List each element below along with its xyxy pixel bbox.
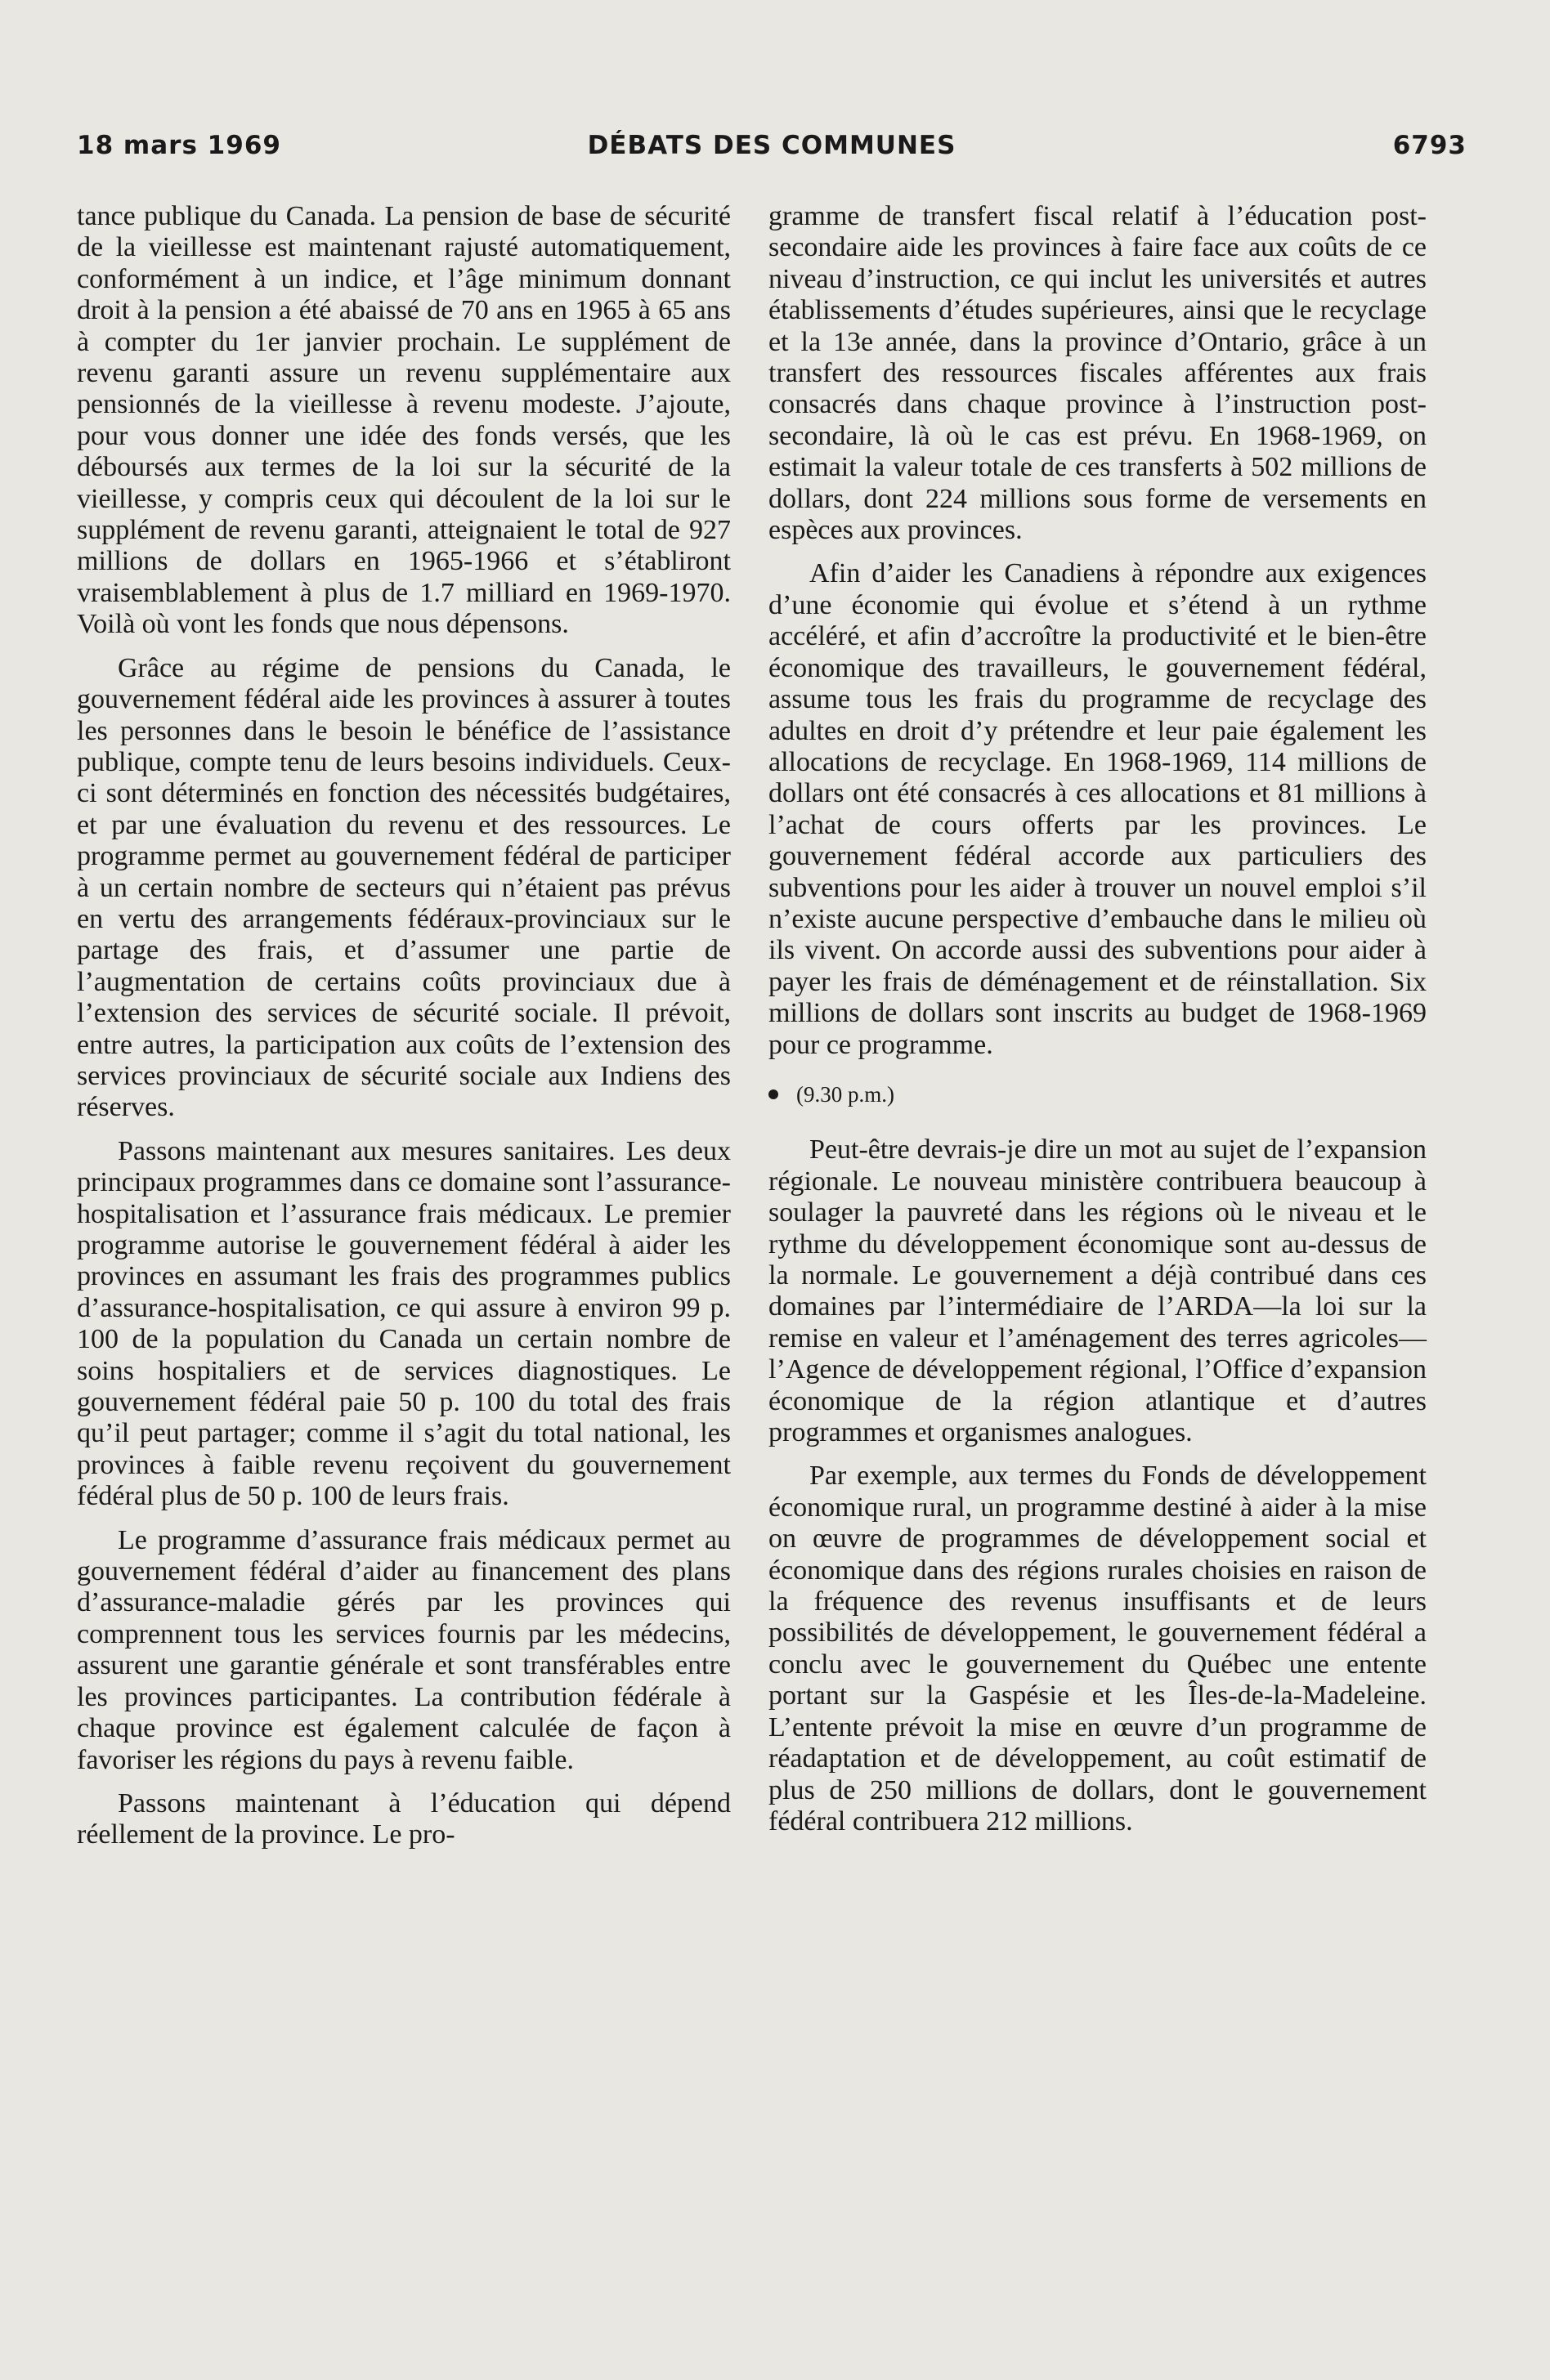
right-paragraph-2: Afin d’aider les Canadiens à répondre aux exigences d’une économie qui évolue et s’étend à un rythme accéléré, et afin d’accroître la productivité et le bien-être économique des travailleurs, le gouvernement fédéral, assume tous les frais du programme de recyclage des adultes en droit d’y prétendre et leur paie également les allocations de recyclage. En 1968-1969, 114 millions de dollars ont été consacrés à ces allocations et 81 millions à l’achat de cours offerts par les provinces. Le gouvernement fédéral accorde aux particuliers des subventions pour les aider à trouver un nouvel emploi s’il n’existe aucune perspective d’embauche dans le milieu où ils vivent. On accorde aussi des subventions pour aider à payer les frais de déménagement et de réinstallation. Six millions de dollars sont inscrits au budget de 1968-1969 pour ce programme. xyxy=(768,558,1427,1060)
right-paragraph-4: Par exemple, aux termes du Fonds de développement économique rural, un programme destiné à aider à la mise on œuvre de programmes de développement social et économique dans des régions rurales choisies en raison de la fréquence des revenus insuffisants et de leurs possibilités de développement, le gouvernement fédéral a conclu avec le gouvernement du Québec une entente portant sur la Gaspésie et les Îles-de-la-Madeleine. L’entente prévoit la mise en œuvre d’un programme de réadaptation et de développement, au coût estimatif de plus de 250 millions de dollars, dont le gouvernement fédéral contribuera 212 millions. xyxy=(768,1461,1427,1836)
header-page-number: 6793 xyxy=(1392,131,1467,160)
left-paragraph-2: Grâce au régime de pensions du Canada, le gouvernement fédéral aide les provinces à assurer à toutes les personnes dans le besoin le bénéfice de l’assistance publique, compte tenu de leurs besoins individuels. Ceux-ci sont déterminés en fonction des nécessités budgétaires, et par une évaluation du revenu et des ressources. Le programme permet au gouvernement fédéral de participer à un certain nombre de secteurs qui n’étaient pas prévus en vertu des arrangements fédéraux-provinciaux sur le partage des frais, et d’assumer une partie de l’augmentation de certains coûts provinciaux due à l’extension des services de sécurité sociale. Il prévoit, entre autres, la participation aux coûts de l’extension des services provinciaux de sécurité sociale aux Indiens des réserves. xyxy=(77,652,731,1123)
left-paragraph-1: tance publique du Canada. La pension de base de sécurité de la vieillesse est maintenant rajusté automatiquement, conformément à un indice, et l’âge minimum donnant droit à la pension a été abaissé de 70 ans en 1965 à 65 ans à compter du 1er janvier prochain. Le supplément de revenu garanti assure un revenu supplémentaire aux pensionnés de la vieillesse à revenu modeste. J’ajoute, pour vous donner une idée des fonds versés, que les déboursés aux termes de la loi sur la sécurité de la vieillesse, y compris ceux qui découlent de la loi sur le supplément de revenu garanti, atteignaient le total de 927 millions de dollars en 1965-1966 et s’établiront vraisemblablement à plus de 1.7 milliard en 1969-1970. Voilà où vont les fonds que nous dépensons. xyxy=(77,201,731,640)
header-title: DÉBATS DES COMMUNES xyxy=(587,131,956,160)
timestamp-line xyxy=(768,1079,1427,1110)
left-paragraph-5: Passons maintenant à l’éducation qui dépend réellement de la province. Le pro- xyxy=(77,1787,731,1850)
right-paragraph-3: Peut-être devrais-je dire un mot au sujet de l’expansion régionale. Le nouveau ministère contribuera beaucoup à soulager la pauvreté dans les régions où le niveau et le rythme du développement économique sont au-dessus de la normale. Le gouvernement a déjà contribué dans ces domaines par l’intermédiaire de l’ARDA—la loi sur la remise en valeur et l’aménagement des terres agricoles—l’Agence de développement régional, l’Office d’expansion économique de la région atlantique et d’autres programmes et organismes analogues. xyxy=(768,1134,1427,1448)
left-paragraph-3: Passons maintenant aux mesures sanitaires. Les deux principaux programmes dans ce domaine sont l’assurance-hospitalisation et l’assurance frais médicaux. Le premier programme autorise le gouvernement fédéral à aider les provinces en assumant les frais des programmes publics d’assurance-hospitalisation, ce qui assure à environ 99 p. 100 de la population du Canada un certain nombre de soins hospitaliers et de services diagnostiques. Le gouvernement fédéral paie 50 p. 100 du total des frais qu’il peut partager; comme il s’agit du total national, les provinces à faible revenu reçoivent du gouvernement fédéral plus de 50 p. 100 de leurs frais. xyxy=(77,1135,731,1512)
bullet-icon xyxy=(768,1089,778,1099)
right-column xyxy=(768,201,1427,1837)
page-header xyxy=(77,131,1467,180)
timestamp: (9.30 p.m.) xyxy=(796,1081,894,1107)
header-date: 18 mars 1969 xyxy=(77,131,281,160)
left-paragraph-4: Le programme d’assurance frais médicaux permet au gouvernement fédéral d’aider au financement des plans d’assurance-maladie gérés par les provinces qui comprennent tous les services fournis par les médecins, assurent une garantie générale et sont transférables entre les provinces participantes. La contribution fédérale à chaque province est également calculée de façon à favoriser les régions du pays à revenu faible. xyxy=(77,1524,731,1775)
right-paragraph-1: gramme de transfert fiscal relatif à l’éducation post-secondaire aide les provinces à faire face aux coûts de ce niveau d’instruction, ce qui inclut les universités et autres établissements d’études supérieures, ainsi que le recyclage et la 13e année, dans la province d’Ontario, grâce à un transfert des ressources fiscales afférentes aux frais consacrés dans chaque province à l’instruction post-secondaire, là où le cas est prévu. En 1968-1969, on estimait la valeur totale de ces transferts à 502 millions de dollars, dont 224 millions sous forme de versements en espèces aux provinces. xyxy=(768,201,1427,546)
left-column xyxy=(77,201,731,1851)
